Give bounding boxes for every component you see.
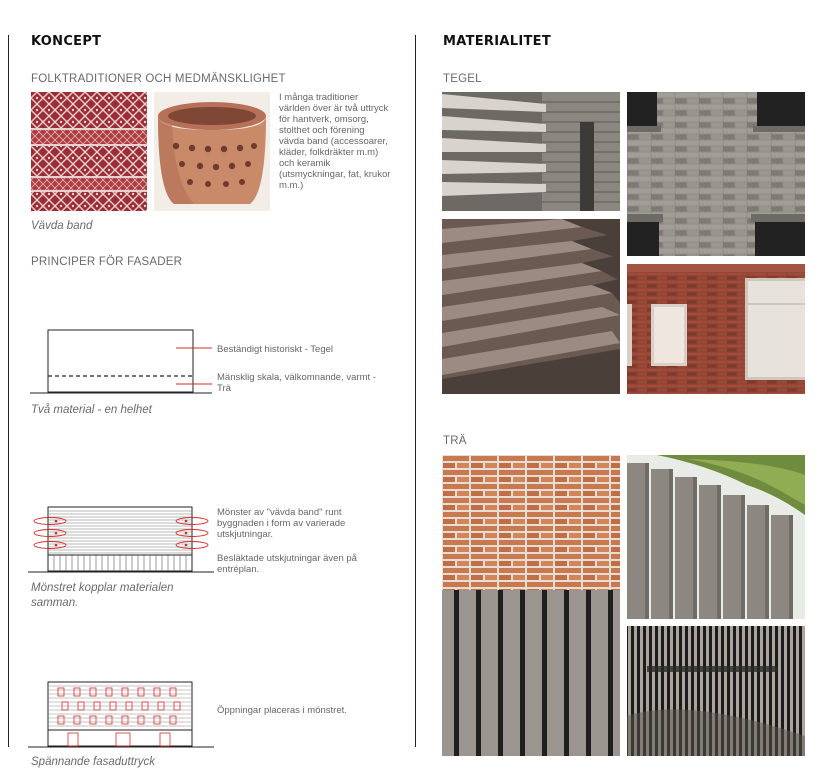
protruding-brick-photo xyxy=(442,219,620,394)
diagram3-caption: Spännande fasaduttryck xyxy=(31,756,156,768)
koncept-heading: KONCEPT xyxy=(31,34,102,49)
diagram2-caption: Mönstret kopplar materialen samman. xyxy=(31,582,174,609)
tegel-title: TEGEL xyxy=(443,73,482,85)
folk-title: FOLKTRADITIONER OCH MEDMÄNSKLIGHET xyxy=(31,73,286,85)
facade-diagram-two-materials xyxy=(30,325,215,397)
facade-diagram-openings xyxy=(28,680,218,748)
brick-louver-photo xyxy=(442,92,620,211)
diagram2-label-entrance: Besläktade utskjutningar även på entréplan. xyxy=(217,553,357,575)
grey-brick-wall-photo xyxy=(627,92,805,256)
diagram1-label-tra: Mänsklig skala, välkomnande, varmt - Trä xyxy=(217,372,376,394)
diagram1-label-tegel: Beständigt historiskt - Tegel xyxy=(217,344,333,355)
slatted-screen-photo xyxy=(627,626,805,756)
woven-band-caption: Vävda band xyxy=(31,220,93,232)
center-divider-line xyxy=(415,35,416,747)
pottery-photo xyxy=(154,92,270,211)
diagram2-label-pattern: Mönster av "vävda band" runt byggnaden i form av varierade utskjutningar. xyxy=(217,507,346,540)
woven-band-photo xyxy=(31,92,147,211)
materialitet-heading: MATERIALITET xyxy=(443,34,551,49)
principles-title: PRINCIPER FÖR FASADER xyxy=(31,256,183,268)
diagram1-caption: Två material - en helhet xyxy=(31,404,152,416)
red-brick-facade-photo xyxy=(627,264,805,394)
brick-and-wood-photo xyxy=(442,455,620,756)
folk-description-text: I många traditioner världen över är två uttryck för hantverk, omsorg, stolthet och förening vävda band (accessoarer, kläder, folkdräkter m.m) och keramik (utsmyckningar, fat, krukor m.m.) xyxy=(279,92,391,191)
facade-diagram-woven-pattern xyxy=(28,505,218,573)
left-margin-line xyxy=(8,35,9,747)
tra-title: TRÄ xyxy=(443,435,467,447)
diagram3-label-openings: Öppningar placeras i mönstret. xyxy=(217,705,347,716)
timber-posts-photo xyxy=(627,455,805,619)
